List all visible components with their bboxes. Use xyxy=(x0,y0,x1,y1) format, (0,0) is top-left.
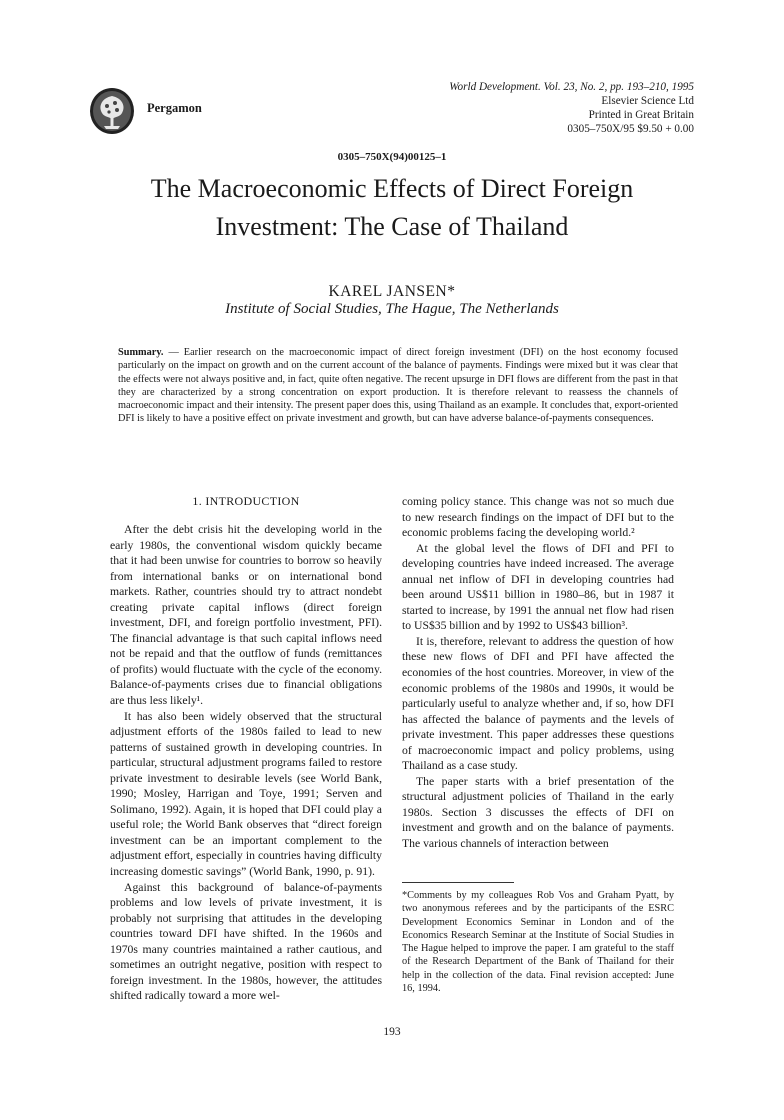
body-paragraph: At the global level the flows of DFI and PFI to developing countries have indeed increased. The average annual net inflow of DFI in developing countries had been around US$11 billion in 1980–86, but in 1987 it started to increase, by 1991 the annual net flow had risen to US$35 billion and by 1992 to US$43 billion³. xyxy=(402,541,674,633)
body-paragraph: The paper starts with a brief presentation of the structural adjustment policies of Thailand in the early 1980s. Section 3 discusses the effects of DFI on investment and growth and on the balance of payments. The various channels of interaction between xyxy=(402,774,674,851)
author-name: KAREL JANSEN* xyxy=(328,283,456,300)
publisher-name: Pergamon xyxy=(147,101,202,115)
section-heading: 1. INTRODUCTION xyxy=(192,494,300,508)
pergamon-tree-logo-icon xyxy=(88,86,136,136)
abstract xyxy=(118,346,678,426)
footnote-divider xyxy=(402,882,514,883)
page-number: 193 xyxy=(383,1026,401,1038)
price-line: 0305–750X/95 $9.50 + 0.00 xyxy=(567,123,694,135)
body-column-right xyxy=(402,494,674,852)
article-title xyxy=(60,170,724,246)
copyright-line: Elsevier Science Ltd xyxy=(601,95,694,107)
title-line-2: Investment: The Case of Thailand xyxy=(215,212,569,241)
body-paragraph: After the debt crisis hit the developing world in the early 1980s, the conventional wisdom quickly became that it had been unwise for countries to borrow so heavily from international banks or on international bond markets. Rather, countries should try to attract nondebt creating private capital inflows (direct foreign investment, DFI, and foreign portfolio investment, PFI). The financial advantage is that such capital inflows need not be repaid and that the outflow of funds (remittances of profits) would fluctuate with the cycle of the economy. Balance-of-payments crises due to financial obligations are thus less likely¹. xyxy=(110,523,382,708)
body-column-left xyxy=(110,494,382,1004)
body-paragraph: It has also been widely observed that the structural adjustment efforts of the 1980s failed to lead to new patterns of sustained growth in developing countries. In particular, structural adjustment programs failed to restore private investment to desirable levels (see World Bank, 1990; Mosley, Harrigan and Toye, 1991; Serven and Solimano, 1992). Again, it is hoped that DFI could play a useful role; the World Bank observes that “direct foreign investment can be an important complement to the adjustment effort, especially in countries having difficulty increasing domestic savings” (World Bank, 1990, p. 91). xyxy=(110,709,382,879)
abstract-label: Summary. xyxy=(118,347,164,358)
author-affiliation: Institute of Social Studies, The Hague, The Netherlands xyxy=(225,301,559,317)
journal-citation: World Development. Vol. 23, No. 2, pp. 193–210, 1995 xyxy=(449,81,694,93)
journal-info xyxy=(374,80,694,136)
body-paragraph: coming policy stance. This change was not so much due to new research findings on the impact of DFI but to the economic problems facing the developing world.² xyxy=(402,495,674,540)
body-paragraph: It is, therefore, relevant to address the question of how these new flows of DFI and PFI have affected the economies of the host countries. Moreover, in view of the economic problems of the 1980s and 1990s, it would be particularly useful to analyze whether and, if so, how DFI has affected the balance of payments and the levels of private investment. This paper addresses these questions of macroeconomic impact and policy problems, using Thailand as a case study. xyxy=(402,634,674,773)
printed-line: Printed in Great Britain xyxy=(588,109,694,121)
body-paragraph: Against this background of balance-of-payments problems and low levels of private investment, it is probably not surprising that attitudes in the developing countries toward DFI have shifted. In the 1960s and 1970s many countries maintained a rather cautious, and sometimes an outright negative, position with respect to foreign investment. In the 1980s, however, the attitudes shifted radically toward a more wel- xyxy=(110,880,382,1003)
article-doi: 0305–750X(94)00125–1 xyxy=(337,151,447,163)
abstract-text: — Earlier research on the macroeconomic impact of direct foreign investment (DFI) on the host economy focused particularly on the impact on growth and on the current account of the balance of payments. Findings were mixed but it was clear that the effects were not always positive and, in fact, quite often negative. The recent upsurge in DFI flows are different from the past in that they are characterized by a strong concentration on export production. It is therefore relevant to reassess the channels of macroeconomic impact and their intensity. The present paper does this, using Thailand as an example. It concludes that, export-oriented DFI is likely to have a positive effect on private investment and growth, but can have adverse balance-of-payments consequences. xyxy=(118,347,678,425)
footnote: *Comments by my colleagues Rob Vos and Graham Pyatt, by two anonymous referees and by the participants of the ESRC Development Economics Seminar in London and of the Economics Research Seminar at the Institute of Social Studies in The Hague helped to improve the paper. I am grateful to the staff of the Research Department of the Bank of Thailand for their help in the collection of the data. Final revision accepted: June 16, 1994. xyxy=(402,890,674,995)
title-line-1: The Macroeconomic Effects of Direct Foreign xyxy=(150,174,634,203)
